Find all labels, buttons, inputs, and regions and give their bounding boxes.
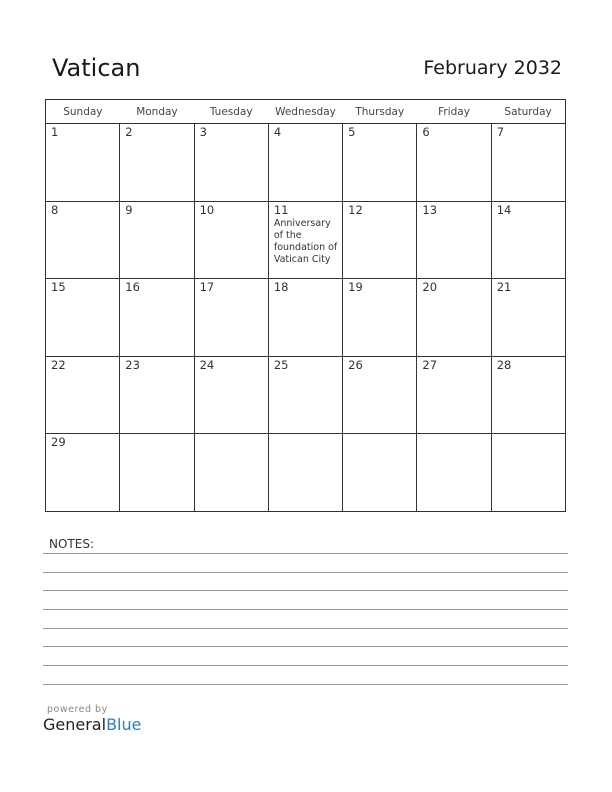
day-cell xyxy=(491,279,565,357)
day-cell xyxy=(46,124,120,202)
footer-logo xyxy=(43,704,141,735)
week-row xyxy=(46,201,566,279)
day-number: 21 xyxy=(496,280,512,295)
day-cell xyxy=(417,201,491,279)
day-cell xyxy=(120,434,194,512)
day-number: 11 xyxy=(273,202,289,217)
day-cell xyxy=(46,279,120,357)
holiday-label: Anniversary of the foundation of Vatican City xyxy=(273,217,338,265)
day-cell xyxy=(46,201,120,279)
day-cell xyxy=(194,201,268,279)
day-cell xyxy=(491,201,565,279)
week-row xyxy=(46,124,566,202)
day-number: 12 xyxy=(348,202,363,217)
day-cell xyxy=(120,124,194,202)
note-line xyxy=(43,665,568,666)
day-cell xyxy=(194,279,268,357)
day-cell xyxy=(343,201,417,279)
day-cell xyxy=(120,201,194,279)
brand-logo xyxy=(43,715,141,735)
day-cell xyxy=(417,356,491,434)
day-cell xyxy=(343,434,417,512)
day-cell xyxy=(268,279,342,357)
day-cell xyxy=(343,279,417,357)
day-cell xyxy=(343,356,417,434)
day-cell xyxy=(491,356,565,434)
day-number: 17 xyxy=(199,280,215,295)
day-number: 20 xyxy=(422,280,438,295)
day-number: 25 xyxy=(273,357,289,372)
day-cell xyxy=(417,279,491,357)
day-number: 14 xyxy=(496,202,512,217)
day-number: 2 xyxy=(125,125,133,139)
brand-general-text: General xyxy=(43,715,107,734)
note-line xyxy=(43,646,568,647)
day-number: 13 xyxy=(422,202,438,217)
day-cell xyxy=(120,279,194,357)
weekday-header: Friday xyxy=(417,100,491,124)
day-cell xyxy=(46,434,120,512)
week-row xyxy=(46,434,566,512)
day-number: 7 xyxy=(496,125,505,139)
day-number: 1 xyxy=(51,125,59,139)
weekday-header: Sunday xyxy=(46,100,120,124)
day-number: 23 xyxy=(125,357,140,372)
day-number: 5 xyxy=(348,125,356,139)
day-cell xyxy=(268,434,342,512)
day-number: 9 xyxy=(125,202,133,217)
day-cell xyxy=(343,124,417,202)
day-number: 24 xyxy=(199,357,215,372)
day-cell xyxy=(194,124,268,202)
weekday-header: Monday xyxy=(120,100,194,124)
note-line xyxy=(43,590,568,591)
day-cell xyxy=(268,356,342,434)
week-row xyxy=(46,279,566,357)
day-number: 6 xyxy=(422,125,430,139)
day-number: 4 xyxy=(273,125,282,139)
day-number: 10 xyxy=(199,202,215,217)
country-title: Vatican xyxy=(52,54,141,82)
note-line xyxy=(43,684,568,685)
day-number: 18 xyxy=(273,280,289,295)
day-number: 28 xyxy=(496,357,512,372)
weekday-header: Wednesday xyxy=(268,100,342,124)
day-cell xyxy=(491,434,565,512)
day-number: 26 xyxy=(348,357,363,372)
brand-blue-text: Blue xyxy=(106,715,142,734)
note-line xyxy=(43,572,568,573)
day-cell xyxy=(268,124,342,202)
day-number: 19 xyxy=(348,280,363,295)
weekday-header: Saturday xyxy=(491,100,565,124)
day-cell xyxy=(491,124,565,202)
day-cell xyxy=(268,201,342,279)
weekday-header: Thursday xyxy=(343,100,417,124)
month-year-title: February 2032 xyxy=(423,57,562,79)
note-line xyxy=(43,609,568,610)
day-number: 8 xyxy=(51,202,59,217)
day-cell xyxy=(417,434,491,512)
day-number: 15 xyxy=(51,280,66,295)
day-cell xyxy=(120,356,194,434)
day-cell xyxy=(417,124,491,202)
note-line xyxy=(43,628,568,629)
note-line xyxy=(43,553,568,554)
weekday-header: Tuesday xyxy=(194,100,268,124)
powered-by-text: powered by xyxy=(47,704,108,715)
day-number: 22 xyxy=(51,357,66,372)
day-number: 3 xyxy=(199,125,207,139)
week-row xyxy=(46,356,566,434)
day-number: 16 xyxy=(125,280,140,295)
calendar-grid xyxy=(45,99,566,512)
day-cell xyxy=(46,356,120,434)
day-cell xyxy=(194,434,268,512)
notes-label: NOTES: xyxy=(49,537,94,551)
day-number: 27 xyxy=(422,357,438,372)
day-number: 29 xyxy=(51,435,66,450)
day-cell xyxy=(194,356,268,434)
weekday-header-row xyxy=(46,100,566,124)
